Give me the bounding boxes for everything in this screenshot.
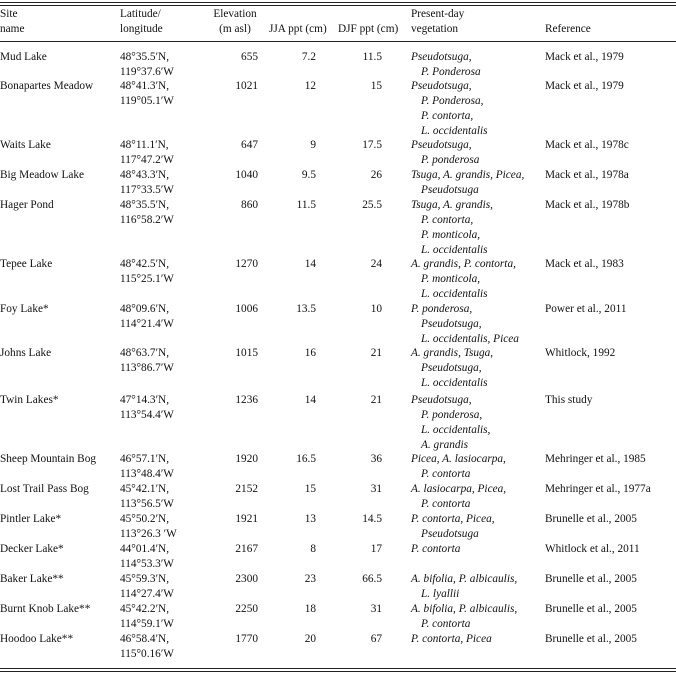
vegetation-line: Pseudotsuga (421, 184, 479, 196)
vegetation-line: P. contorta (421, 618, 471, 630)
reference: This study (545, 394, 593, 406)
longitude: 117°47.2′W (120, 154, 174, 166)
elevation: 1270 (235, 258, 258, 270)
longitude: 115°0.16′W (120, 648, 174, 660)
elevation: 1236 (235, 394, 258, 406)
latitude: 48°41.3′N, (120, 80, 170, 92)
latitude: 45°42.1′N, (120, 483, 170, 495)
latitude: 44°01.4′N, (120, 543, 170, 555)
jja-ppt: 18 (304, 603, 316, 615)
vegetation-line: Pseudotsuga, (411, 80, 472, 92)
top-rule-2 (0, 5, 676, 6)
jja-ppt: 9 (310, 139, 316, 151)
elevation: 1921 (235, 513, 258, 525)
elevation: 2300 (235, 573, 258, 585)
bottom-rule-2 (0, 671, 676, 672)
site-name: Pintler Lake* (0, 513, 62, 525)
site-name: Bonapartes Meadow (0, 80, 94, 92)
header-djf: DJF ppt (cm) (338, 23, 399, 35)
vegetation-line: Tsuga, A. grandis, (411, 199, 493, 211)
latitude: 46°58.4′N, (120, 633, 170, 645)
longitude: 113°54.4′W (120, 409, 174, 421)
elevation: 655 (241, 51, 258, 63)
site-name: Mud Lake (0, 51, 47, 63)
djf-ppt: 24 (370, 258, 382, 270)
elevation: 1015 (235, 347, 258, 359)
jja-ppt: 13.5 (296, 303, 316, 315)
vegetation-line: A. bifolia, P. albicaulis, (411, 573, 518, 585)
latitude: 45°59.3′N, (120, 573, 170, 585)
latitude: 48°63.7′N, (120, 347, 170, 359)
site-name: Sheep Mountain Bog (0, 453, 97, 465)
elevation: 2152 (235, 483, 258, 495)
vegetation-line: A. grandis (421, 439, 469, 451)
vegetation-line: L. lyallii (421, 588, 460, 600)
vegetation-line: Pseudotsuga (421, 528, 479, 540)
djf-ppt: 66.5 (362, 573, 382, 585)
site-name: Waits Lake (0, 139, 51, 151)
reference: Mack et al., 1978c (545, 139, 629, 151)
longitude: 114°21.4′W (120, 318, 174, 330)
vegetation-line: A. bifolia, P. albicaulis, (411, 603, 518, 615)
djf-ppt: 36 (370, 453, 382, 465)
reference: Mack et al., 1979 (545, 51, 624, 63)
djf-ppt: 31 (370, 483, 382, 495)
longitude: 114°59.1′W (120, 618, 174, 630)
jja-ppt: 15 (304, 483, 316, 495)
djf-ppt: 21 (370, 394, 382, 406)
jja-ppt: 16 (304, 347, 316, 359)
header-rule (0, 41, 676, 42)
site-name: Baker Lake** (0, 573, 64, 585)
site-name: Johns Lake (0, 347, 52, 359)
latitude: 48°11.1′N, (120, 139, 169, 151)
reference: Mack et al., 1979 (545, 80, 624, 92)
reference: Mehringer et al., 1985 (545, 453, 646, 465)
jja-ppt: 16.5 (296, 453, 316, 465)
vegetation-line: P. ponderosa, (421, 409, 483, 421)
elevation: 1920 (235, 453, 258, 465)
longitude: 119°37.6′W (120, 66, 174, 78)
site-name: Twin Lakes* (0, 394, 59, 406)
djf-ppt: 21 (370, 347, 382, 359)
vegetation-line: A. grandis, Tsuga, (411, 347, 494, 359)
vegetation-line: L. occidentalis (421, 244, 488, 256)
djf-ppt: 15 (370, 80, 382, 92)
elevation: 2250 (235, 603, 258, 615)
longitude: 117°33.5′W (120, 184, 174, 196)
latitude: 45°50.2′N, (120, 513, 170, 525)
vegetation-line: P. ponderosa (421, 154, 480, 166)
jja-ppt: 23 (304, 573, 316, 585)
reference: Brunelle et al., 2005 (545, 633, 637, 645)
djf-ppt: 10 (370, 303, 382, 315)
elevation: 1040 (235, 169, 258, 181)
jja-ppt: 13 (304, 513, 316, 525)
site-name: Tepee Lake (0, 258, 53, 270)
elevation: 860 (241, 199, 258, 211)
vegetation-line: P. Ponderosa (421, 66, 481, 78)
djf-ppt: 67 (370, 633, 382, 645)
top-rule (0, 2, 676, 3)
header-elevation: Elevation (m asl) (213, 8, 257, 36)
reference: Mehringer et al., 1977a (545, 483, 651, 495)
bottom-rule (0, 668, 676, 669)
jja-ppt: 8 (310, 543, 316, 555)
elevation: 1006 (235, 303, 258, 315)
elevation: 1770 (235, 633, 258, 645)
jja-ppt: 14 (304, 394, 316, 406)
header-jja: JJA ppt (cm) (269, 23, 327, 35)
vegetation-line: P. contorta (421, 498, 471, 510)
reference: Brunelle et al., 2005 (545, 513, 637, 525)
latitude: 48°35.5′N, (120, 51, 170, 63)
longitude: 113°56.5′W (120, 498, 174, 510)
vegetation-line: L. occidentalis (421, 288, 488, 300)
vegetation-line: P. monticola, (421, 273, 481, 285)
latitude: 47°14.3′N, (120, 394, 170, 406)
vegetation-line: P. contorta (421, 468, 471, 480)
longitude: 116°58.2′W (120, 214, 174, 226)
vegetation-line: A. lasiocarpa, Picea, (411, 483, 507, 495)
reference: Mack et al., 1978a (545, 169, 629, 181)
vegetation-line: Pseudotsuga, (421, 318, 482, 330)
vegetation-line: P. monticola, (421, 229, 481, 241)
vegetation-line: Tsuga, A. grandis, Picea, (411, 169, 525, 181)
header-reference: Reference (545, 23, 591, 35)
djf-ppt: 14.5 (362, 513, 382, 525)
vegetation-line: Pseudotsuga, (411, 394, 472, 406)
longitude: 114°27.4′W (120, 588, 174, 600)
latitude: 48°42.5′N, (120, 258, 170, 270)
vegetation-line: L. occidentalis, Picea (421, 333, 519, 345)
header-site: Site name (0, 8, 25, 36)
longitude: 119°05.1′W (120, 95, 174, 107)
djf-ppt: 31 (370, 603, 382, 615)
vegetation-line: L. occidentalis (421, 125, 488, 137)
site-name: Decker Lake* (0, 543, 64, 555)
reference: Power et al., 2011 (545, 303, 627, 315)
latitude: 45°42.2′N, (120, 603, 170, 615)
djf-ppt: 25.5 (362, 199, 382, 211)
djf-ppt: 26 (370, 169, 382, 181)
elevation: 2167 (235, 543, 258, 555)
latitude: 48°43.3′N, (120, 169, 170, 181)
vegetation-line: P. contorta, Picea (411, 633, 492, 645)
site-name: Hoodoo Lake** (0, 633, 74, 645)
latitude: 46°57.1′N, (120, 453, 170, 465)
longitude: 115°25.1′W (120, 273, 174, 285)
vegetation-line: Pseudotsuga, (411, 139, 472, 151)
vegetation-line: P. contorta, (421, 214, 474, 226)
reference: Whitlock et al., 2011 (545, 543, 640, 555)
longitude: 114°53.3′W (120, 558, 174, 570)
header-lat-lon: Latitude/ longitude (120, 8, 163, 36)
reference: Mack et al., 1978b (545, 199, 630, 211)
longitude: 113°26.3 ′W (120, 528, 177, 540)
vegetation-line: Pseudotsuga, (421, 362, 482, 374)
latitude: 48°09.6′N, (120, 303, 170, 315)
reference: Whitlock, 1992 (545, 347, 616, 359)
djf-ppt: 17.5 (362, 139, 382, 151)
jja-ppt: 11.5 (296, 199, 316, 211)
site-name: Lost Trail Pass Bog (0, 483, 89, 495)
longitude: 113°86.7′W (120, 362, 174, 374)
vegetation-line: A. grandis, P. contorta, (411, 258, 516, 270)
vegetation-line: P. contorta, (421, 110, 474, 122)
reference: Mack et al., 1983 (545, 258, 624, 270)
vegetation-line: P. ponderosa, (411, 303, 473, 315)
site-name: Big Meadow Lake (0, 169, 85, 181)
vegetation-line: L. occidentalis, (421, 424, 491, 436)
djf-ppt: 11.5 (362, 51, 382, 63)
vegetation-line: P. Ponderosa, (421, 95, 484, 107)
djf-ppt: 17 (370, 543, 382, 555)
site-name: Hager Pond (0, 199, 54, 211)
vegetation-line: P. contorta, Picea, (411, 513, 495, 525)
longitude: 113°48.4′W (120, 468, 174, 480)
site-name: Burnt Knob Lake** (0, 603, 91, 615)
jja-ppt: 20 (304, 633, 316, 645)
site-name: Foy Lake* (0, 303, 49, 315)
jja-ppt: 7.2 (301, 51, 316, 63)
vegetation-line: L. occidentalis (421, 377, 488, 389)
elevation: 647 (241, 139, 258, 151)
vegetation-line: Pseudotsuga, (411, 51, 472, 63)
elevation: 1021 (235, 80, 258, 92)
vegetation-line: P. contorta (411, 543, 461, 555)
vegetation-line: Picea, A. lasiocarpa, (411, 453, 506, 465)
latitude: 48°35.5′N, (120, 199, 170, 211)
jja-ppt: 14 (304, 258, 316, 270)
jja-ppt: 9.5 (301, 169, 316, 181)
header-vegetation: Present-day vegetation (411, 8, 465, 36)
reference: Brunelle et al., 2005 (545, 573, 637, 585)
reference: Brunelle et al., 2005 (545, 603, 637, 615)
jja-ppt: 12 (304, 80, 316, 92)
